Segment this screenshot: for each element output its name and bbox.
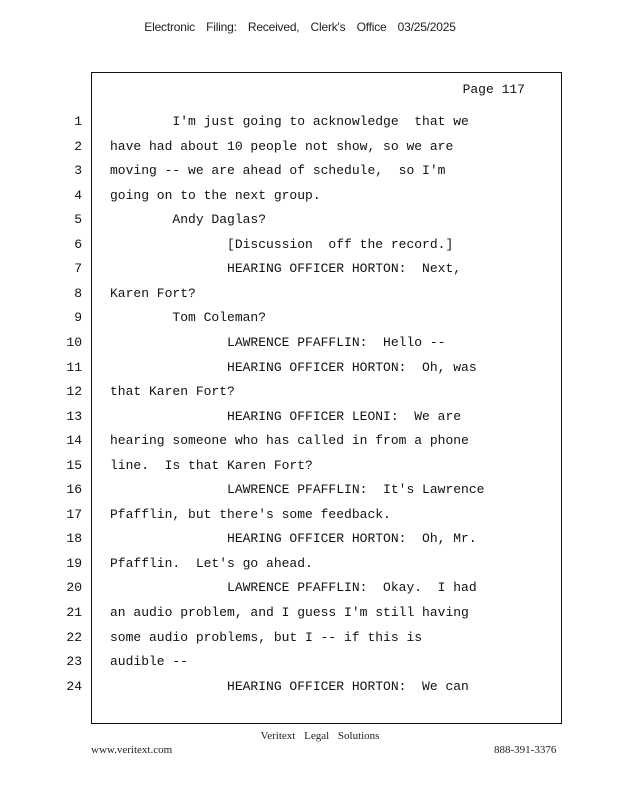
line-number: 9 bbox=[74, 310, 82, 325]
footer-phone: 888-391-3376 bbox=[494, 744, 557, 756]
footer-company: Veritext Legal Solutions bbox=[260, 730, 380, 742]
line-number: 24 bbox=[66, 679, 82, 694]
line-number: 5 bbox=[74, 212, 82, 227]
transcript-line: Andy Daglas? bbox=[110, 212, 267, 227]
transcript-line: Karen Fort? bbox=[110, 286, 196, 301]
transcript-line: LAWRENCE PFAFFLIN: Okay. I had bbox=[110, 580, 477, 595]
transcript-line: some audio problems, but I -- if this is bbox=[110, 630, 423, 645]
transcript-line: Tom Coleman? bbox=[110, 310, 267, 325]
line-number: 14 bbox=[66, 433, 82, 448]
transcript-line: going on to the next group. bbox=[110, 188, 321, 203]
line-number: 16 bbox=[66, 482, 82, 497]
transcript-line: I'm just going to acknowledge that we bbox=[110, 114, 469, 129]
filing-stamp: Electronic Filing: Received, Clerk's Office 03/25/2025 bbox=[144, 20, 456, 34]
footer-website: www.veritext.com bbox=[91, 744, 173, 756]
line-number: 23 bbox=[66, 654, 82, 669]
line-number: 19 bbox=[66, 556, 82, 571]
line-number: 11 bbox=[66, 360, 82, 375]
line-number: 21 bbox=[66, 605, 82, 620]
line-number: 3 bbox=[74, 163, 82, 178]
transcript-line: hearing someone who has called in from a phone bbox=[110, 433, 469, 448]
transcript-line: line. Is that Karen Fort? bbox=[110, 458, 313, 473]
transcript-line: Pfafflin. Let's go ahead. bbox=[110, 556, 313, 571]
transcript-line: HEARING OFFICER HORTON: We can bbox=[110, 679, 469, 694]
transcript-line: audible -- bbox=[110, 654, 189, 669]
line-number: 4 bbox=[74, 188, 82, 203]
transcript-line: [Discussion off the record.] bbox=[110, 237, 454, 252]
transcript-line: moving -- we are ahead of schedule, so I'm bbox=[110, 163, 446, 178]
line-number: 10 bbox=[66, 335, 82, 350]
transcript-line: HEARING OFFICER HORTON: Next, bbox=[110, 261, 462, 276]
transcript-line: that Karen Fort? bbox=[110, 384, 235, 399]
line-number: 15 bbox=[66, 458, 82, 473]
line-number: 18 bbox=[66, 531, 82, 546]
line-number: 12 bbox=[66, 384, 82, 399]
line-number: 2 bbox=[74, 139, 82, 154]
transcript-line: HEARING OFFICER LEONI: We are bbox=[110, 409, 462, 424]
page-number: Page 117 bbox=[462, 82, 525, 97]
line-number: 7 bbox=[74, 261, 82, 276]
line-number: 13 bbox=[66, 409, 82, 424]
line-number: 1 bbox=[74, 114, 82, 129]
transcript-line: an audio problem, and I guess I'm still having bbox=[110, 605, 469, 620]
line-number: 6 bbox=[74, 237, 82, 252]
line-number: 17 bbox=[66, 507, 82, 522]
transcript-line: HEARING OFFICER HORTON: Oh, Mr. bbox=[110, 531, 477, 546]
line-number: 22 bbox=[66, 630, 82, 645]
transcript-line: LAWRENCE PFAFFLIN: Hello -- bbox=[110, 335, 446, 350]
transcript-line: LAWRENCE PFAFFLIN: It's Lawrence bbox=[110, 482, 485, 497]
transcript-line: HEARING OFFICER HORTON: Oh, was bbox=[110, 360, 477, 375]
line-number: 8 bbox=[74, 286, 82, 301]
transcript-line: Pfafflin, but there's some feedback. bbox=[110, 507, 391, 522]
transcript-line: have had about 10 people not show, so we are bbox=[110, 139, 454, 154]
line-number: 20 bbox=[66, 580, 82, 595]
